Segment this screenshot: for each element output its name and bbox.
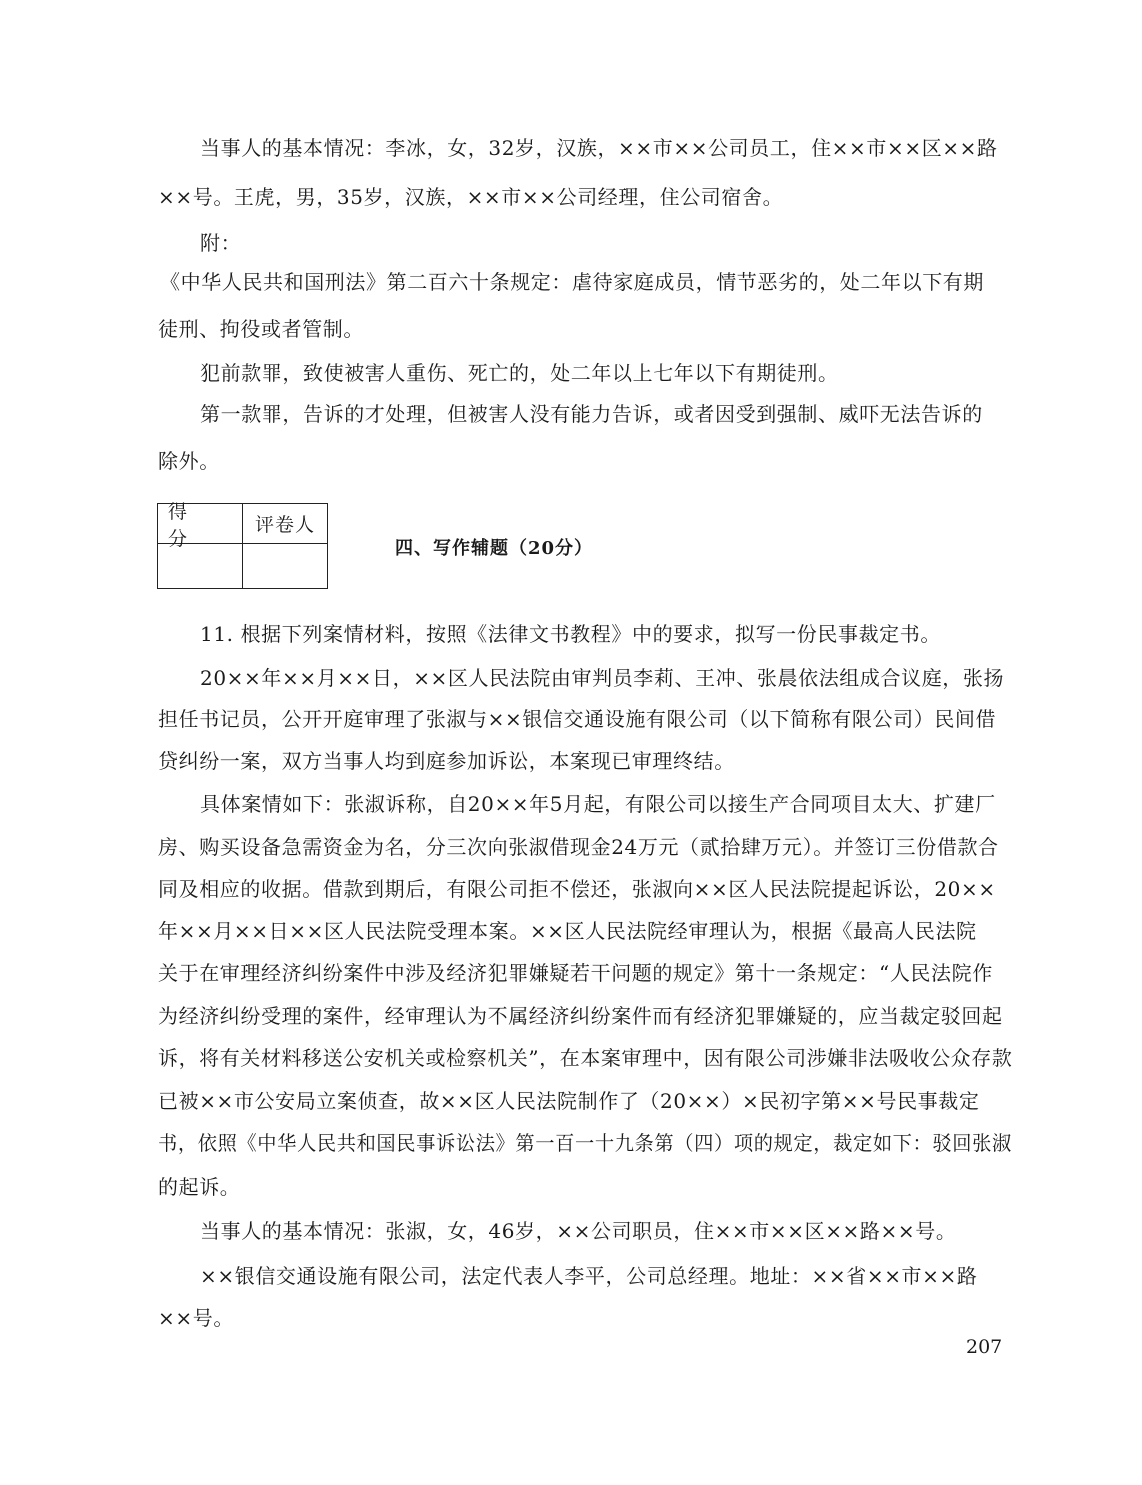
text-line: ××号。王虎，男，35岁，汉族，××市××公司经理，住公司宿舍。 — [158, 185, 784, 209]
question-line: 11. 根据下列案情材料，按照《法律文书教程》中的要求，拟写一份民事裁定书。 — [200, 622, 941, 646]
text-line: 诉，将有关材料移送公安机关或检察机关”，在本案审理中，因有限公司涉嫌非法吸收公众存款 — [158, 1046, 1013, 1070]
text-line: ××银信交通设施有限公司，法定代表人李平，公司总经理。地址：××省××市××路 — [200, 1264, 978, 1288]
text-line: 《中华人民共和国刑法》第二百六十条规定：虐待家庭成员，情节恶劣的，处二年以下有期 — [160, 270, 984, 294]
score-label: 得 分 — [158, 504, 243, 544]
text-line: 关于在审理经济纠纷案件中涉及经济犯罪嫌疑若干问题的规定》第十一条规定：“人民法院作 — [158, 961, 993, 985]
text-line: 担任书记员，公开开庭审理了张淑与××银信交通设施有限公司（以下简称有限公司）民间借 — [158, 707, 997, 731]
text-line: 书，依照《中华人民共和国民事诉讼法》第一百一十九条第（四）项的规定，裁定如下：驳回张淑 — [158, 1131, 1012, 1155]
text-line: 为经济纠纷受理的案件，经审理认为不属经济纠纷案件而有经济犯罪嫌疑的，应当裁定驳回起 — [158, 1004, 1003, 1028]
text-line: 徒刑、拘役或者管制。 — [158, 317, 364, 341]
text-line: 同及相应的收据。借款到期后，有限公司拒不偿还，张淑向××区人民法院提起诉讼，20×× — [158, 877, 996, 901]
text-line: 房、购买设备急需资金为名，分三次向张淑借现金24万元（贰拾肆万元）。并签订三份借款合 — [158, 835, 999, 859]
text-line: 年××月××日××区人民法院受理本案。××区人民法院经审理认为，根据《最高人民法院 — [158, 919, 977, 943]
text-line: 第一款罪，告诉的才处理，但被害人没有能力告诉，或者因受到强制、威吓无法告诉的 — [200, 402, 983, 426]
grader-label: 评卷人 — [243, 504, 327, 544]
text-line: 当事人的基本情况：李冰，女，32岁，汉族，××市××公司员工，住××市××区××路 — [200, 136, 998, 160]
score-box — [157, 500, 328, 589]
grader-value — [243, 544, 327, 588]
section-title: 四、写作辅题（20分） — [395, 538, 594, 559]
score-value — [158, 544, 243, 588]
text-line: 已被××市公安局立案侦查，故××区人民法院制作了（20××）×民初字第××号民事裁定 — [158, 1089, 980, 1113]
page-number: 207 — [966, 1336, 1003, 1358]
text-line: 的起诉。 — [158, 1175, 241, 1199]
text-line: 犯前款罪，致使被害人重伤、死亡的，处二年以上七年以下有期徒刑。 — [200, 361, 839, 385]
text-line: 20××年××月××日，××区人民法院由审判员李莉、王冲、张晨依法组成合议庭，张扬 — [200, 666, 1005, 690]
text-line: 除外。 — [158, 449, 220, 473]
text-line: 贷纠纷一案，双方当事人均到庭参加诉讼，本案现已审理终结。 — [158, 749, 735, 773]
text-line: 具体案情如下：张淑诉称，自20××年5月起，有限公司以接生产合同项目太大、扩建厂 — [200, 792, 996, 816]
text-line: 当事人的基本情况：张淑，女，46岁，××公司职员，住××市××区××路××号。 — [200, 1219, 957, 1243]
text-line: 附： — [200, 231, 242, 255]
text-line: ××号。 — [158, 1306, 234, 1330]
